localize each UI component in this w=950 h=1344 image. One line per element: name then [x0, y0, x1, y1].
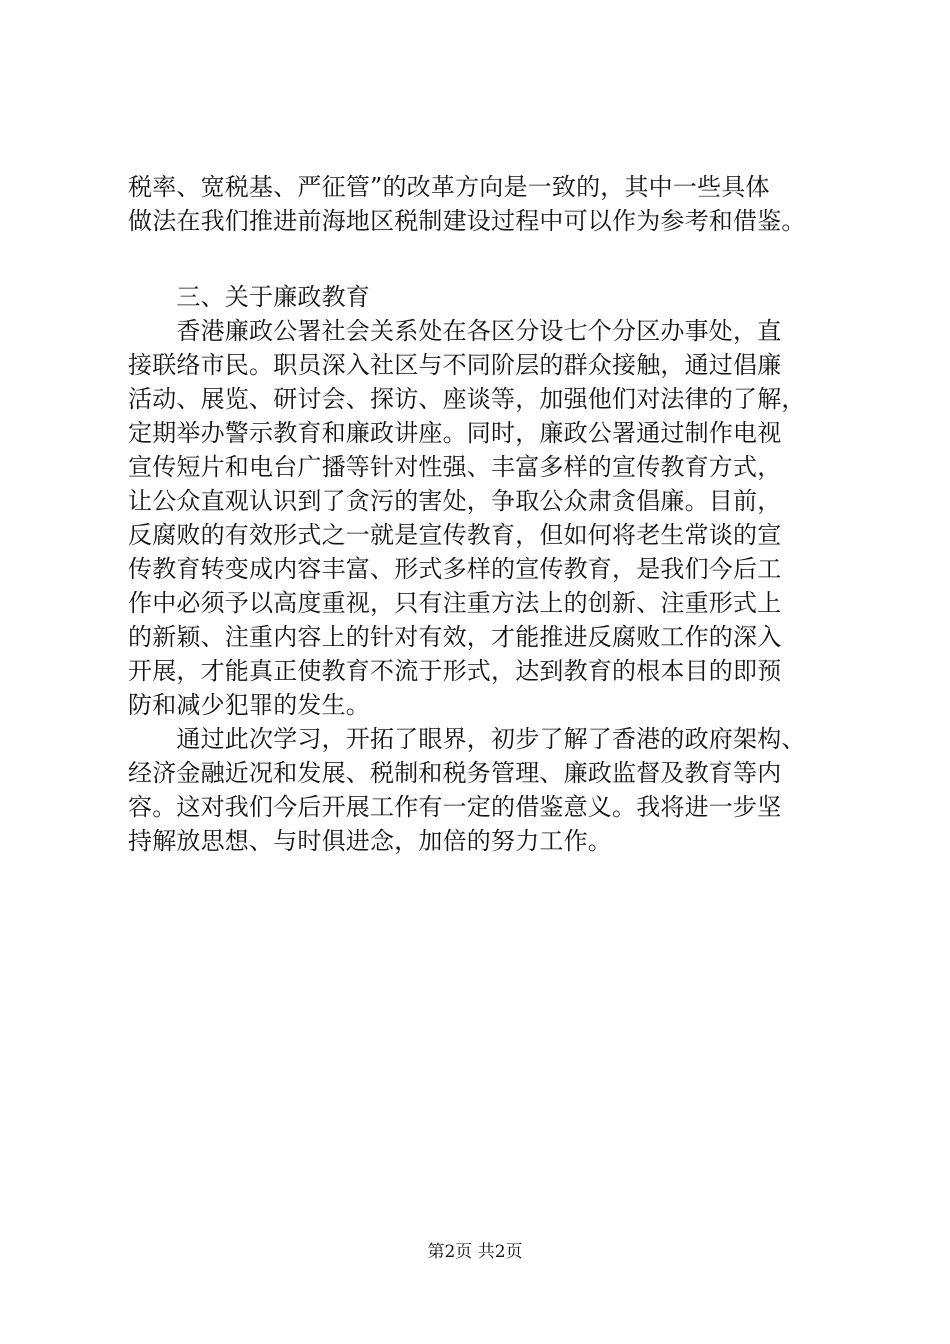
text-line: 作中必须予以高度重视，只有注重方法上的创新、注重形式上 [128, 589, 782, 617]
text-line: 香港廉政公署社会关系处在各区分设七个分区办事处，直 [128, 317, 782, 345]
text-line: 防和减少犯罪的发生。 [128, 691, 370, 719]
paragraph-anti-corruption [128, 314, 858, 722]
text-line: 通过此次学习，开拓了眼界，初步了解了香港的政府架构、 [128, 725, 806, 753]
text-line: 让公众直观认识到了贪污的害处，争取公众肃贪倡廉。目前， [128, 487, 782, 515]
text-line: 持解放思想、与时俱进念，加倍的努力工作。 [128, 827, 612, 855]
continued-paragraph [128, 170, 858, 238]
text-line: 活动、展览、研讨会、探访、座谈等，加强他们对法律的了解， [128, 385, 806, 413]
text-line: 的新颖、注重内容上的针对有效，才能推进反腐败工作的深入 [128, 623, 782, 651]
text-line: 经济金融近况和发展、税制和税务管理、廉政监督及教育等内 [128, 759, 782, 787]
text-line: 开展，才能真正使教育不流于形式，达到教育的根本目的即预 [128, 657, 782, 685]
document-body [128, 170, 858, 858]
text-line: 反腐败的有效形式之一就是宣传教育，但如何将老生常谈的宣 [128, 521, 782, 549]
paragraph-conclusion [128, 722, 858, 858]
text-line: 做法在我们推进前海地区税制建设过程中可以作为参考和借鉴。 [128, 207, 806, 235]
paragraph-gap [128, 238, 858, 280]
text-line: 宣传短片和电台广播等针对性强、丰富多样的宣传教育方式， [128, 453, 782, 481]
text-line: 容。这对我们今后开展工作有一定的借鉴意义。我将进一步坚 [128, 793, 782, 821]
text-line: 定期举办警示教育和廉政讲座。同时，廉政公署通过制作电视 [128, 419, 782, 447]
page-number-footer: 第2页 共2页 [427, 1242, 523, 1262]
text-line: 税率、宽税基、严征管”的改革方向是一致的，其中一些具体 [128, 173, 770, 201]
section-heading: 三、关于廉政教育 [128, 283, 370, 311]
text-line: 接联络市民。职员深入社区与不同阶层的群众接触，通过倡廉 [128, 351, 782, 379]
text-line: 传教育转变成内容丰富、形式多样的宣传教育，是我们今后工 [128, 555, 782, 583]
